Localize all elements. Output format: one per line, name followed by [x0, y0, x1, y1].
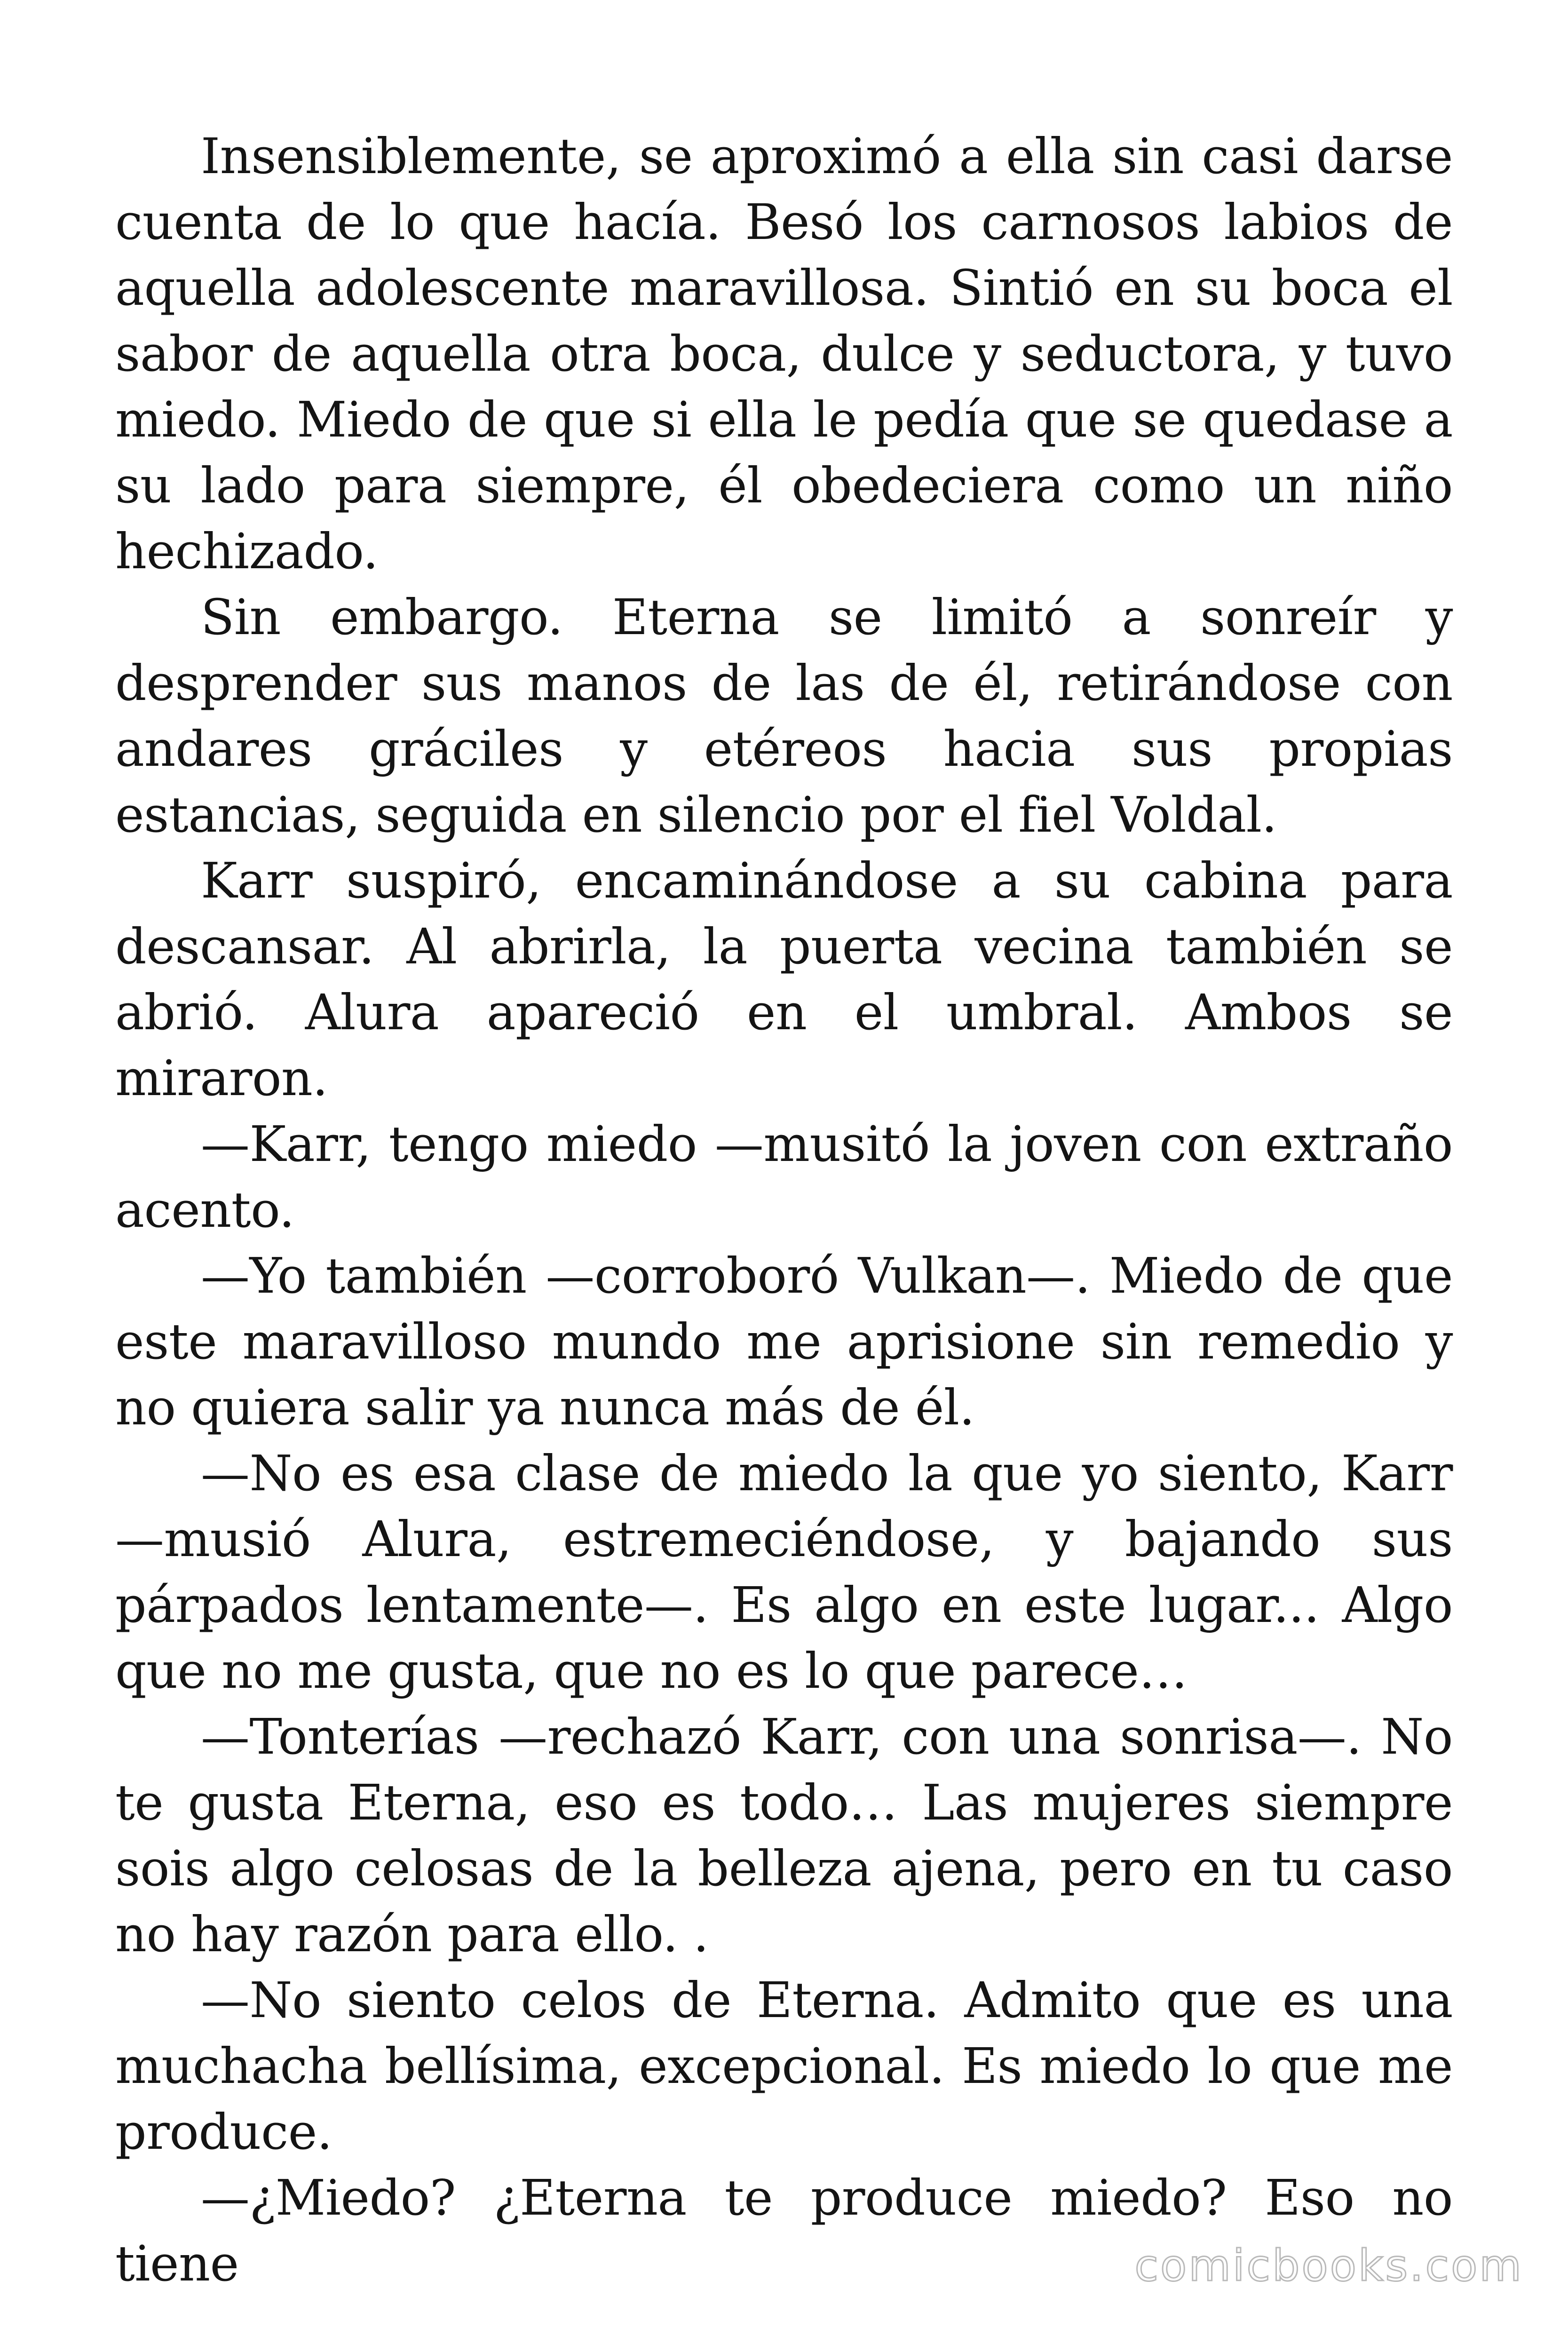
paragraph-4: —Karr, tengo miedo —musitó la joven con extraño acento.	[115, 1115, 1453, 1239]
page-text	[115, 123, 1453, 2296]
paragraph-3: Karr suspiró, encaminándose a su cabina para descansar. Al abrirla, la puerta vecina también se abrió. Alura apareció en el umbral. Ambos se miraron.	[115, 852, 1453, 1107]
paragraph-9: —¿Miedo? ¿Eterna te produce miedo? Eso no tiene	[115, 2169, 1453, 2292]
paragraph-5: —Yo también —corroboró Vulkan—. Miedo de que este maravilloso mundo me aprisione sin remedio y no quiera salir ya nunca más de él.	[115, 1247, 1453, 1436]
paragraph-7: —Tonterías —rechazó Karr, con una sonrisa—. No te gusta Eterna, eso es todo… Las mujeres siempre sois algo celosas de la belleza ajena, pero en tu caso no hay razón para ello. .	[115, 1708, 1453, 1963]
paragraph-8: —No siento celos de Eterna. Admito que es una muchacha bellísima, excepcional. Es miedo lo que me produce.	[115, 1971, 1453, 2161]
paragraph-2: Sin embargo. Eterna se limitó a sonreír y desprender sus manos de las de él, retirándose con andares gráciles y etéreos hacia sus propias estancias, seguida en silencio por el fiel Voldal.	[115, 588, 1453, 843]
watermark: comicbooks.com	[1134, 2241, 1523, 2291]
paragraph-1: Insensiblemente, se aproximó a ella sin casi darse cuenta de lo que hacía. Besó los carnosos labios de aquella adolescente maravillosa. Sintió en su boca el sabor de aquella otra boca, dulce y seductora, y tuvo miedo. Miedo de que si ella le pedía que se quedase a su lado para siempre, él obedeciera como un niño hechizado.	[115, 127, 1453, 580]
paragraph-6: —No es esa clase de miedo la que yo siento, Karr —musió Alura, estremeciéndose, y bajando sus párpados lentamente—. Es algo en este lugar... Algo que no me gusta, que no es lo que parece…	[115, 1445, 1453, 1700]
